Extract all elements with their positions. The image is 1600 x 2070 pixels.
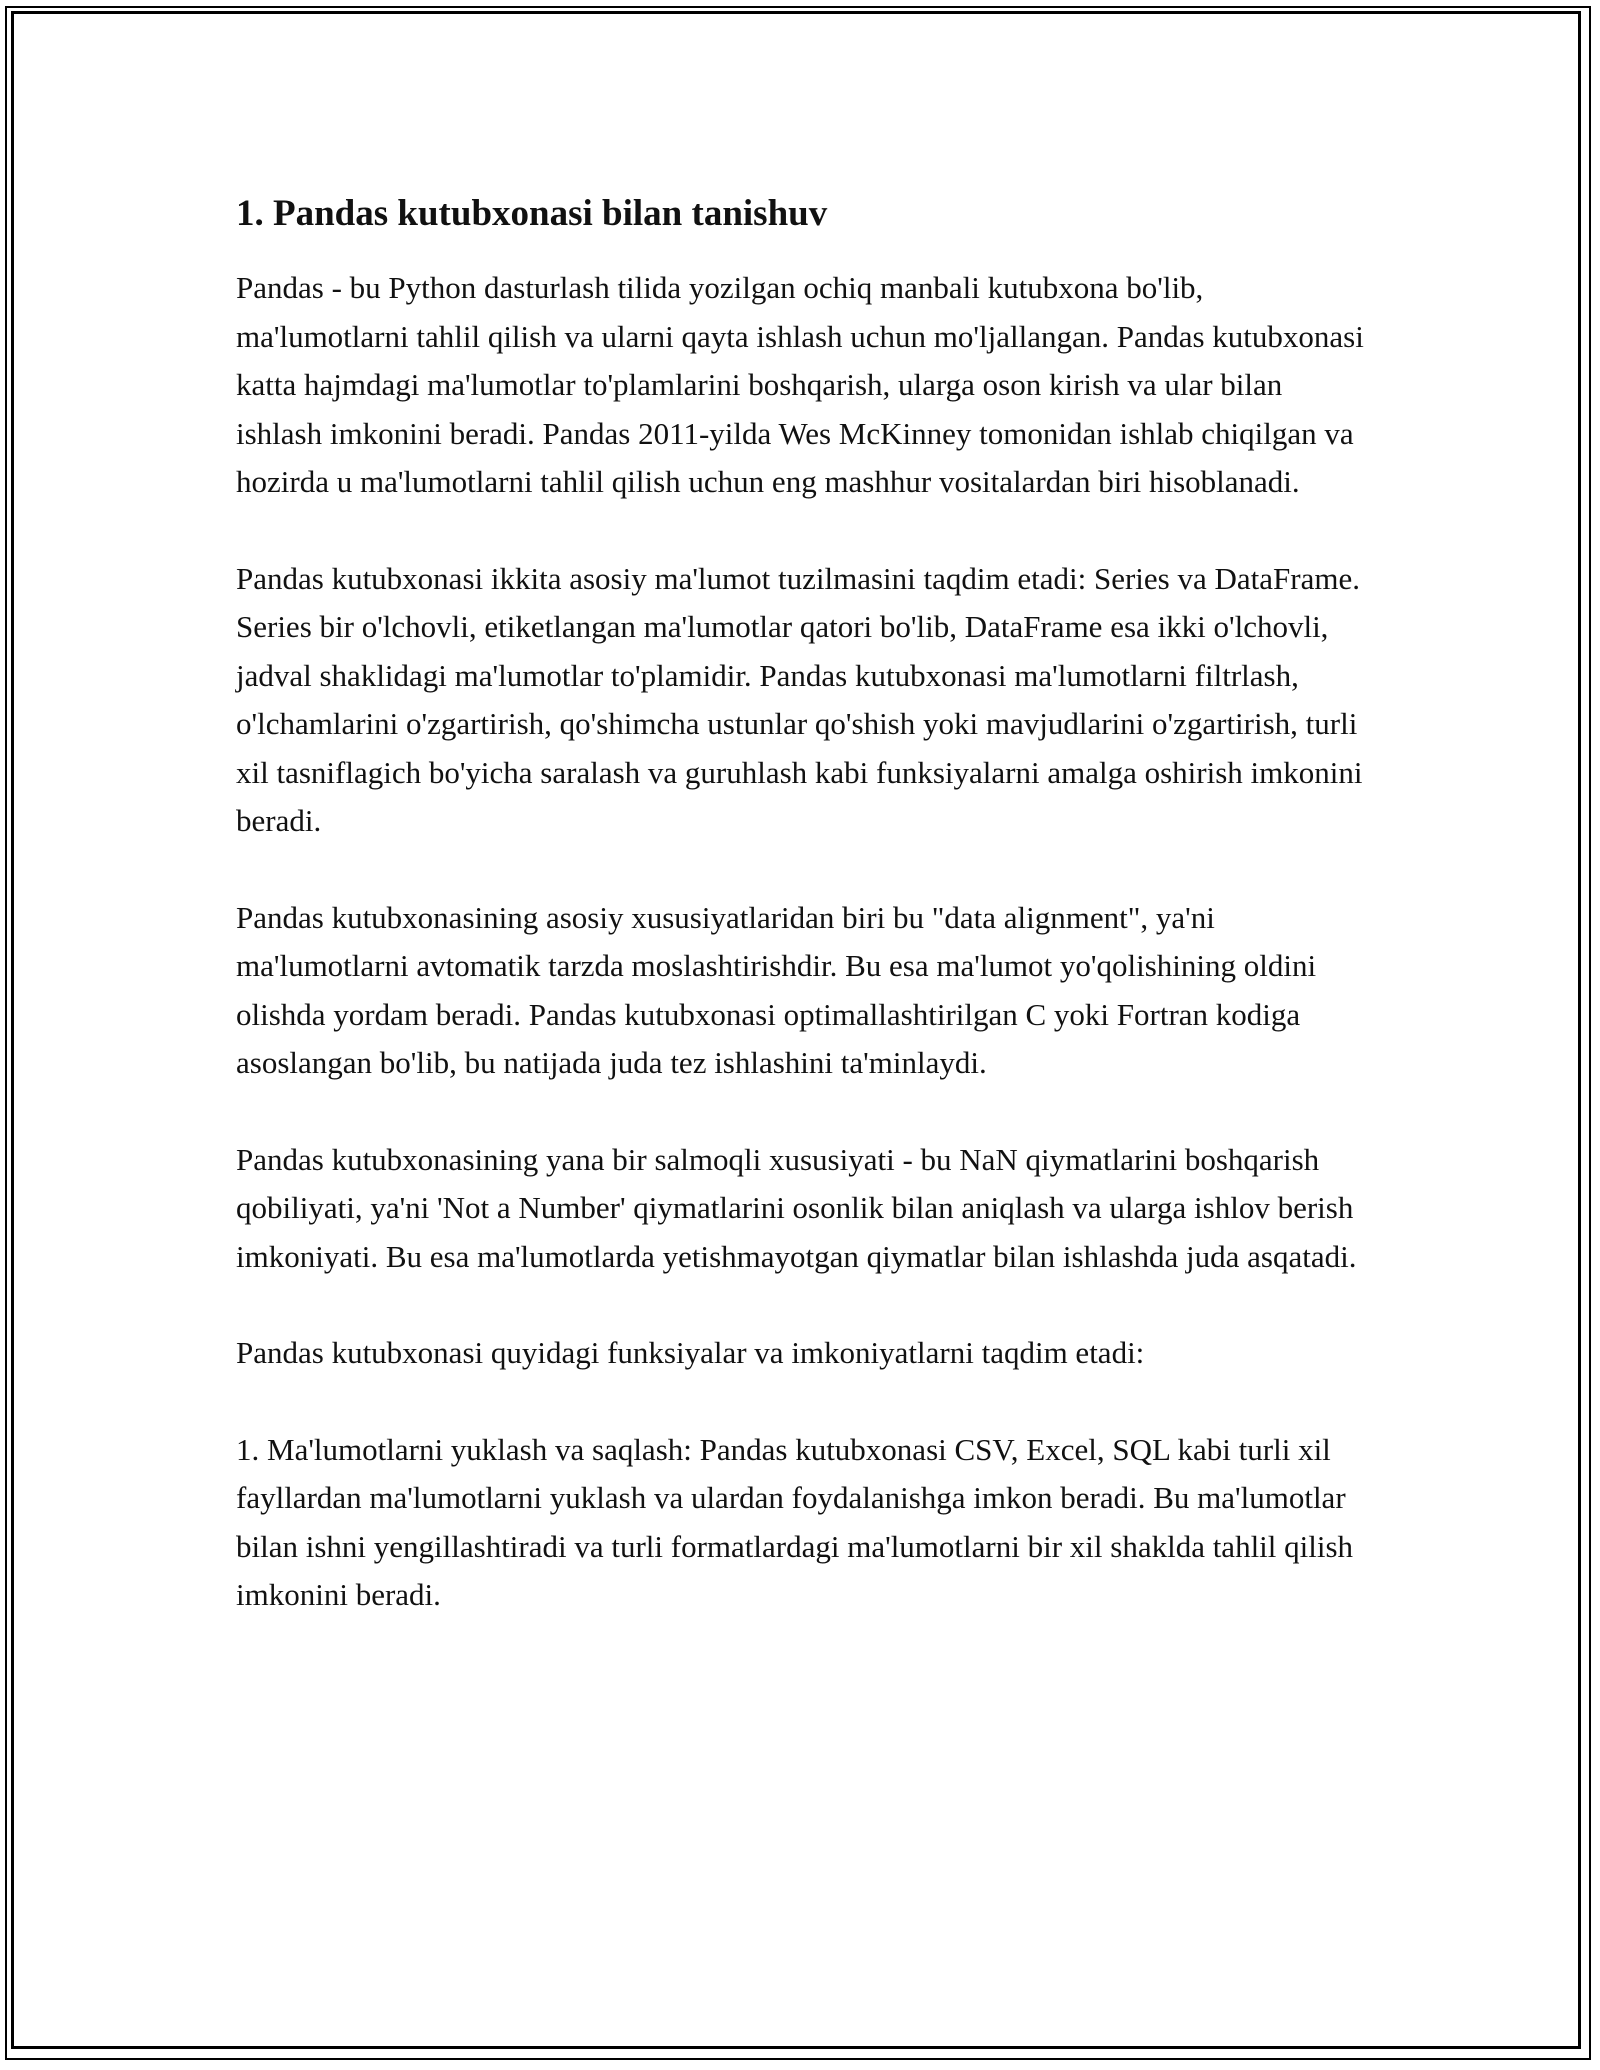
paragraph-intro: Pandas - bu Python dasturlash tilida yozilgan ochiq manbali kutubxona bo'lib, ma'lumotlarni tahlil qilish va ularni qayta ishlash uchun mo'ljallangan. Pandas kutubxonasi katta hajmdagi ma'lumotlar to'plamlarini boshqarish, ularga oson kirish va ular bilan ishlash imkonini beradi. Pandas 2011-yilda Wes McKinney tomonidan ishlab chiqilgan va hozirda u ma'lumotlarni tahlil qilish uchun eng mashhur vositalardan biri hisoblanadi. xyxy=(236,270,1364,499)
paragraph-features-intro: Pandas kutubxonasi quyidagi funksiyalar va imkoniyatlarni taqdim etadi: xyxy=(236,1335,1145,1370)
paragraph-feature-1: 1. Ma'lumotlarni yuklash va saqlash: Pandas kutubxonasi CSV, Excel, SQL kabi turli xil fayllardan ma'lumotlarni yuklash va ulardan foydalanishga imkon beradi. Bu ma'lumotlar bilan ishni yengillashtiradi va turli formatlardagi ma'lumotlarni bir xil shaklda tahlil qilish imkonini beradi. xyxy=(236,1431,1354,1612)
document-body xyxy=(236,190,1366,1668)
paragraph-nan-handling: Pandas kutubxonasining yana bir salmoqli xususiyati - bu NaN qiymatlarini boshqarish qobiliyati, ya'ni 'Not a Number' qiymatlarini osonlik bilan aniqlash va ularga ishlov berish imkoniyati. Bu esa ma'lumotlarda yetishmayotgan qiymatlar bilan ishlashda juda asqatadi. xyxy=(236,1141,1357,1274)
section-title: 1. Pandas kutubxonasi bilan tanishuv xyxy=(236,193,828,234)
paragraph-data-structures: Pandas kutubxonasi ikkita asosiy ma'lumot tuzilmasini taqdim etadi: Series va DataFrame. Series bir o'lchovli, etiketlangan ma'lumotlar qatori bo'lib, DataFrame esa ikki o'lchovli, jadval shaklidagi ma'lumotlar to'plamidir. Pandas kutubxonasi ma'lumotlarni filtrlash, o'lchamlarini o'zgartirish, qo'shimcha ustunlar qo'shish yoki mavjudlarini o'zgartirish, turli xil tasniflagich bo'yicha saralash va guruhlash kabi funksiyalarni amalga oshirish imkonini beradi. xyxy=(236,560,1363,838)
paragraph-data-alignment: Pandas kutubxonasining asosiy xususiyatlaridan biri bu "data alignment", ya'ni ma'lumotlarni avtomatik tarzda moslashtirishdir. Bu esa ma'lumot yo'qolishining oldini olishda yordam beradi. Pandas kutubxonasi optimallashtirilgan C yoki Fortran kodiga asoslangan bo'lib, bu natijada juda tez ishlashini ta'minlaydi. xyxy=(236,899,1317,1080)
